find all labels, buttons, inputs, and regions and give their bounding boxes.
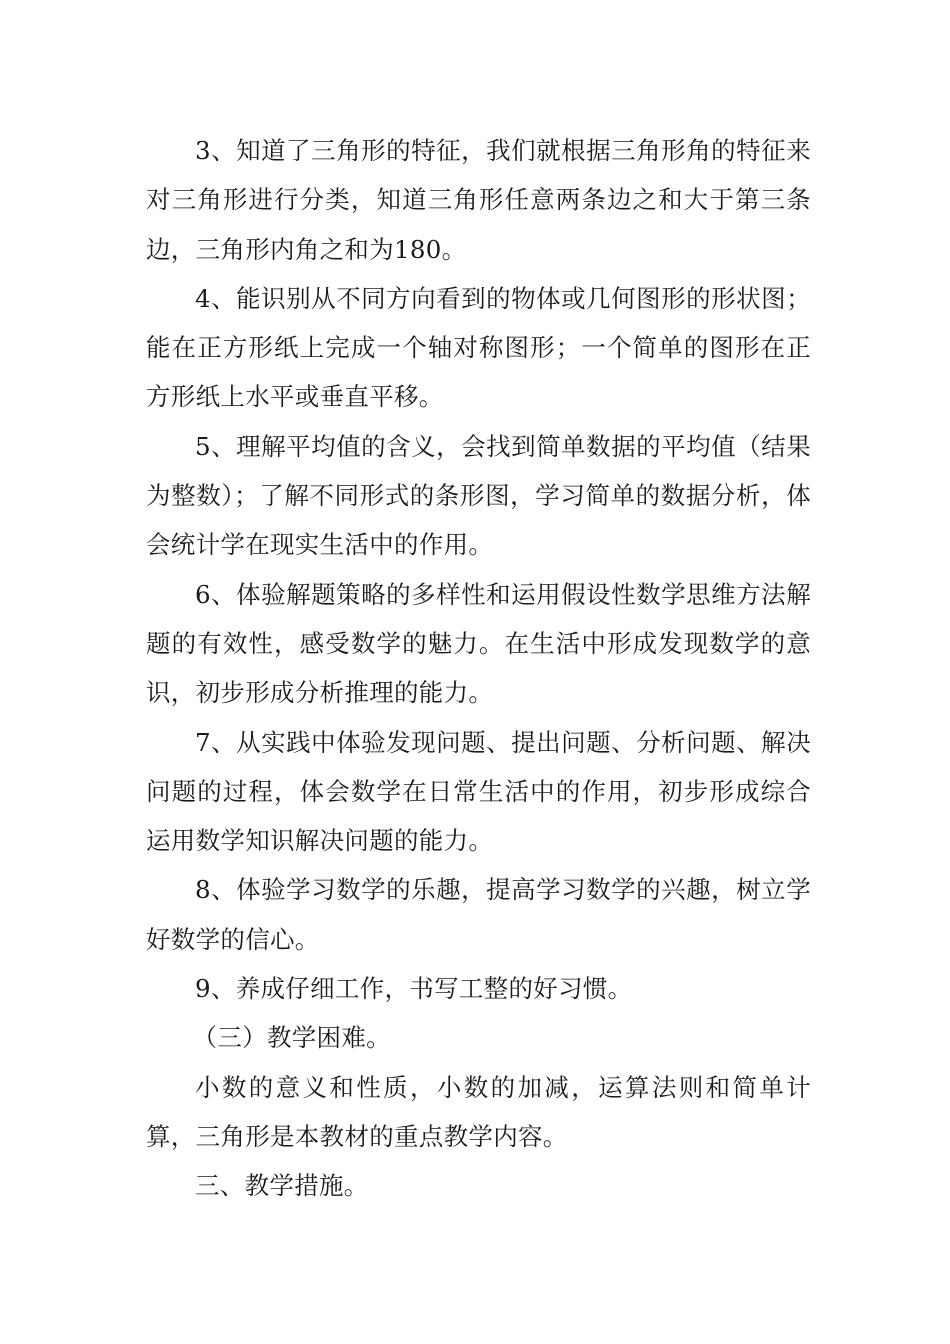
paragraph-item-5: 5、理解平均值的含义，会找到简单数据的平均值（结果为整数）；了解不同形式的条形图，学习简单的数据分析，体会统计学在现实生活中的作用。	[146, 431, 811, 560]
paragraph-item-6: 6、体验解题策略的多样性和运用假设性数学思维方法解题的有效性，感受数学的魅力。在生活中形成发现数学的意识，初步形成分析推理的能力。	[146, 579, 811, 708]
paragraph-item-4: 4、能识别从不同方向看到的物体或几何图形的形状图；能在正方形纸上完成一个轴对称图形；一个简单的图形在正方形纸上水平或垂直平移。	[146, 283, 811, 412]
document-body	[146, 126, 811, 1211]
paragraph-item-7: 7、从实践中体验发现问题、提出问题、分析问题、解决问题的过程，体会数学在日常生活中的作用，初步形成综合运用数学知识解决问题的能力。	[146, 727, 811, 856]
section-heading-teaching-difficulties: （三）教学困难。	[192, 1023, 391, 1053]
paragraph-teaching-difficulties: 小数的意义和性质，小数的加减，运算法则和简单计算，三角形是本教材的重点教学内容。	[146, 1072, 811, 1151]
section-heading-teaching-measures: 三、教学措施。	[195, 1171, 369, 1201]
paragraph-item-3: 3、知道了三角形的特征，我们就根据三角形角的特征来对三角形进行分类，知道三角形任意两条边之和大于第三条边，三角形内角之和为180。	[146, 136, 811, 264]
paragraph-item-8: 8、体验学习数学的乐趣，提高学习数学的兴趣，树立学好数学的信心。	[146, 875, 811, 954]
paragraph-item-9: 9、养成仔细工作，书写工整的好习惯。	[195, 974, 633, 1004]
